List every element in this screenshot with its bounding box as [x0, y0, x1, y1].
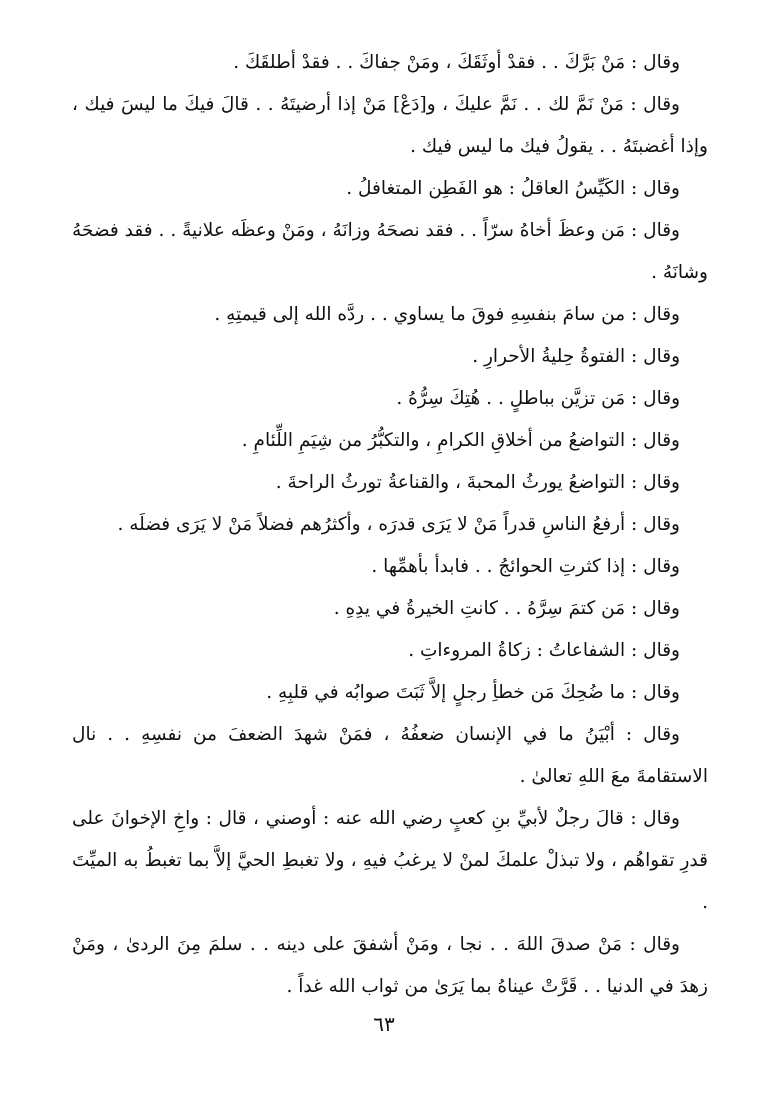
paragraph-3: وقال : الكَيِّسُ العاقلُ : هو الفَطِن المتغافلُ .: [346, 178, 680, 199]
paragraph-10: وقال : أرفعُ الناسِ قدراً مَنْ لا يَرَى قدرَه ، وأكثرُهم فضلاً مَنْ لا يَرَى فضلَه .: [117, 514, 680, 535]
paragraph-1: وقال : مَنْ بَرَّكَ . . فقدْ أوثَقَكَ ، ومَنْ جفاكَ . . فقدْ أطلقَكَ .: [233, 52, 680, 73]
paragraph-2: وقال : مَنْ نَمَّ لك . . نَمَّ عليكَ ، و[دَعْ] مَنْ إذا أرضيتَهُ . . قالَ فيكَ ما ليسَ فيك ، وإذا أغضبتَهُ . . يقولُ فيك ما ليس فيك .: [72, 94, 708, 157]
paragraph-5: وقال : من سامَ بنفسِهِ فوقَ ما يساوي . . ردَّه الله إلى قيمتِهِ .: [214, 304, 680, 325]
paragraph-7: وقال : مَن تزيَّن بباطلٍ . . هُتِكَ سِرُّهُ .: [396, 388, 680, 409]
paragraph-17: وقال : مَنْ صدقَ اللهَ . . نجا ، ومَنْ أشفقَ على دينه . . سلمَ مِنَ الردىٰ ، ومَنْ زهدَ في الدنيا . . قَرَّتْ عيناهُ بما يَرَىٰ من ثواب الله غداً .: [72, 934, 708, 997]
page-number: ٦٣: [373, 1012, 395, 1036]
paragraph-4: وقال : مَن وعظَ أخاهُ سرّاً . . فقد نصحَهُ وزانَهُ ، ومَنْ وعظَه علانيةً . . فقد فضحَهُ وشانَهُ .: [72, 220, 708, 283]
paragraph-12: وقال : مَن كتمَ سِرَّهُ . . كانتِ الخيرةُ في يدِهِ .: [333, 598, 680, 619]
paragraph-13: وقال : الشفاعاتُ : زكاةُ المروءاتِ .: [408, 640, 680, 661]
page-body: [72, 42, 708, 1008]
paragraph-8: وقال : التواضعُ من أخلاقِ الكرامِ ، والتكبُّرُ من شِيَمِ اللِّئامِ .: [241, 430, 680, 451]
paragraph-15: وقال : أبْيَنُ ما في الإنسان ضعفُهُ ، فمَنْ شهدَ الضعفَ من نفسِهِ . . نال الاستقامةَ معَ اللهِ تعالىٰ .: [72, 724, 708, 787]
paragraph-6: وقال : الفتوةُ حِليةُ الأحرارِ .: [472, 346, 680, 367]
paragraph-16: وقال : قالَ رجلٌ لأبيِّ بنِ كعبٍ رضي الله عنه : أوصني ، قال : واخِ الإخوانَ على قدرِ تقواهُم ، ولا تبذلْ علمكَ لمنْ لا يرغبُ فيهِ ، ولا تغبطِ الحيَّ إلاَّ بما تغبطُ به الميِّتَ .: [72, 808, 708, 913]
paragraph-11: وقال : إذا كثرتِ الحوائجُ . . فابدأ بأهمِّها .: [371, 556, 680, 577]
paragraph-14: وقال : ما ضُحِكَ مَن خطأِ رجلٍ إلاَّ ثَبَتَ صوابُه في قلبِهِ .: [266, 682, 680, 703]
paragraph-9: وقال : التواضعُ يورثُ المحبةَ ، والقناعةُ تورثُ الراحةَ .: [275, 472, 680, 493]
